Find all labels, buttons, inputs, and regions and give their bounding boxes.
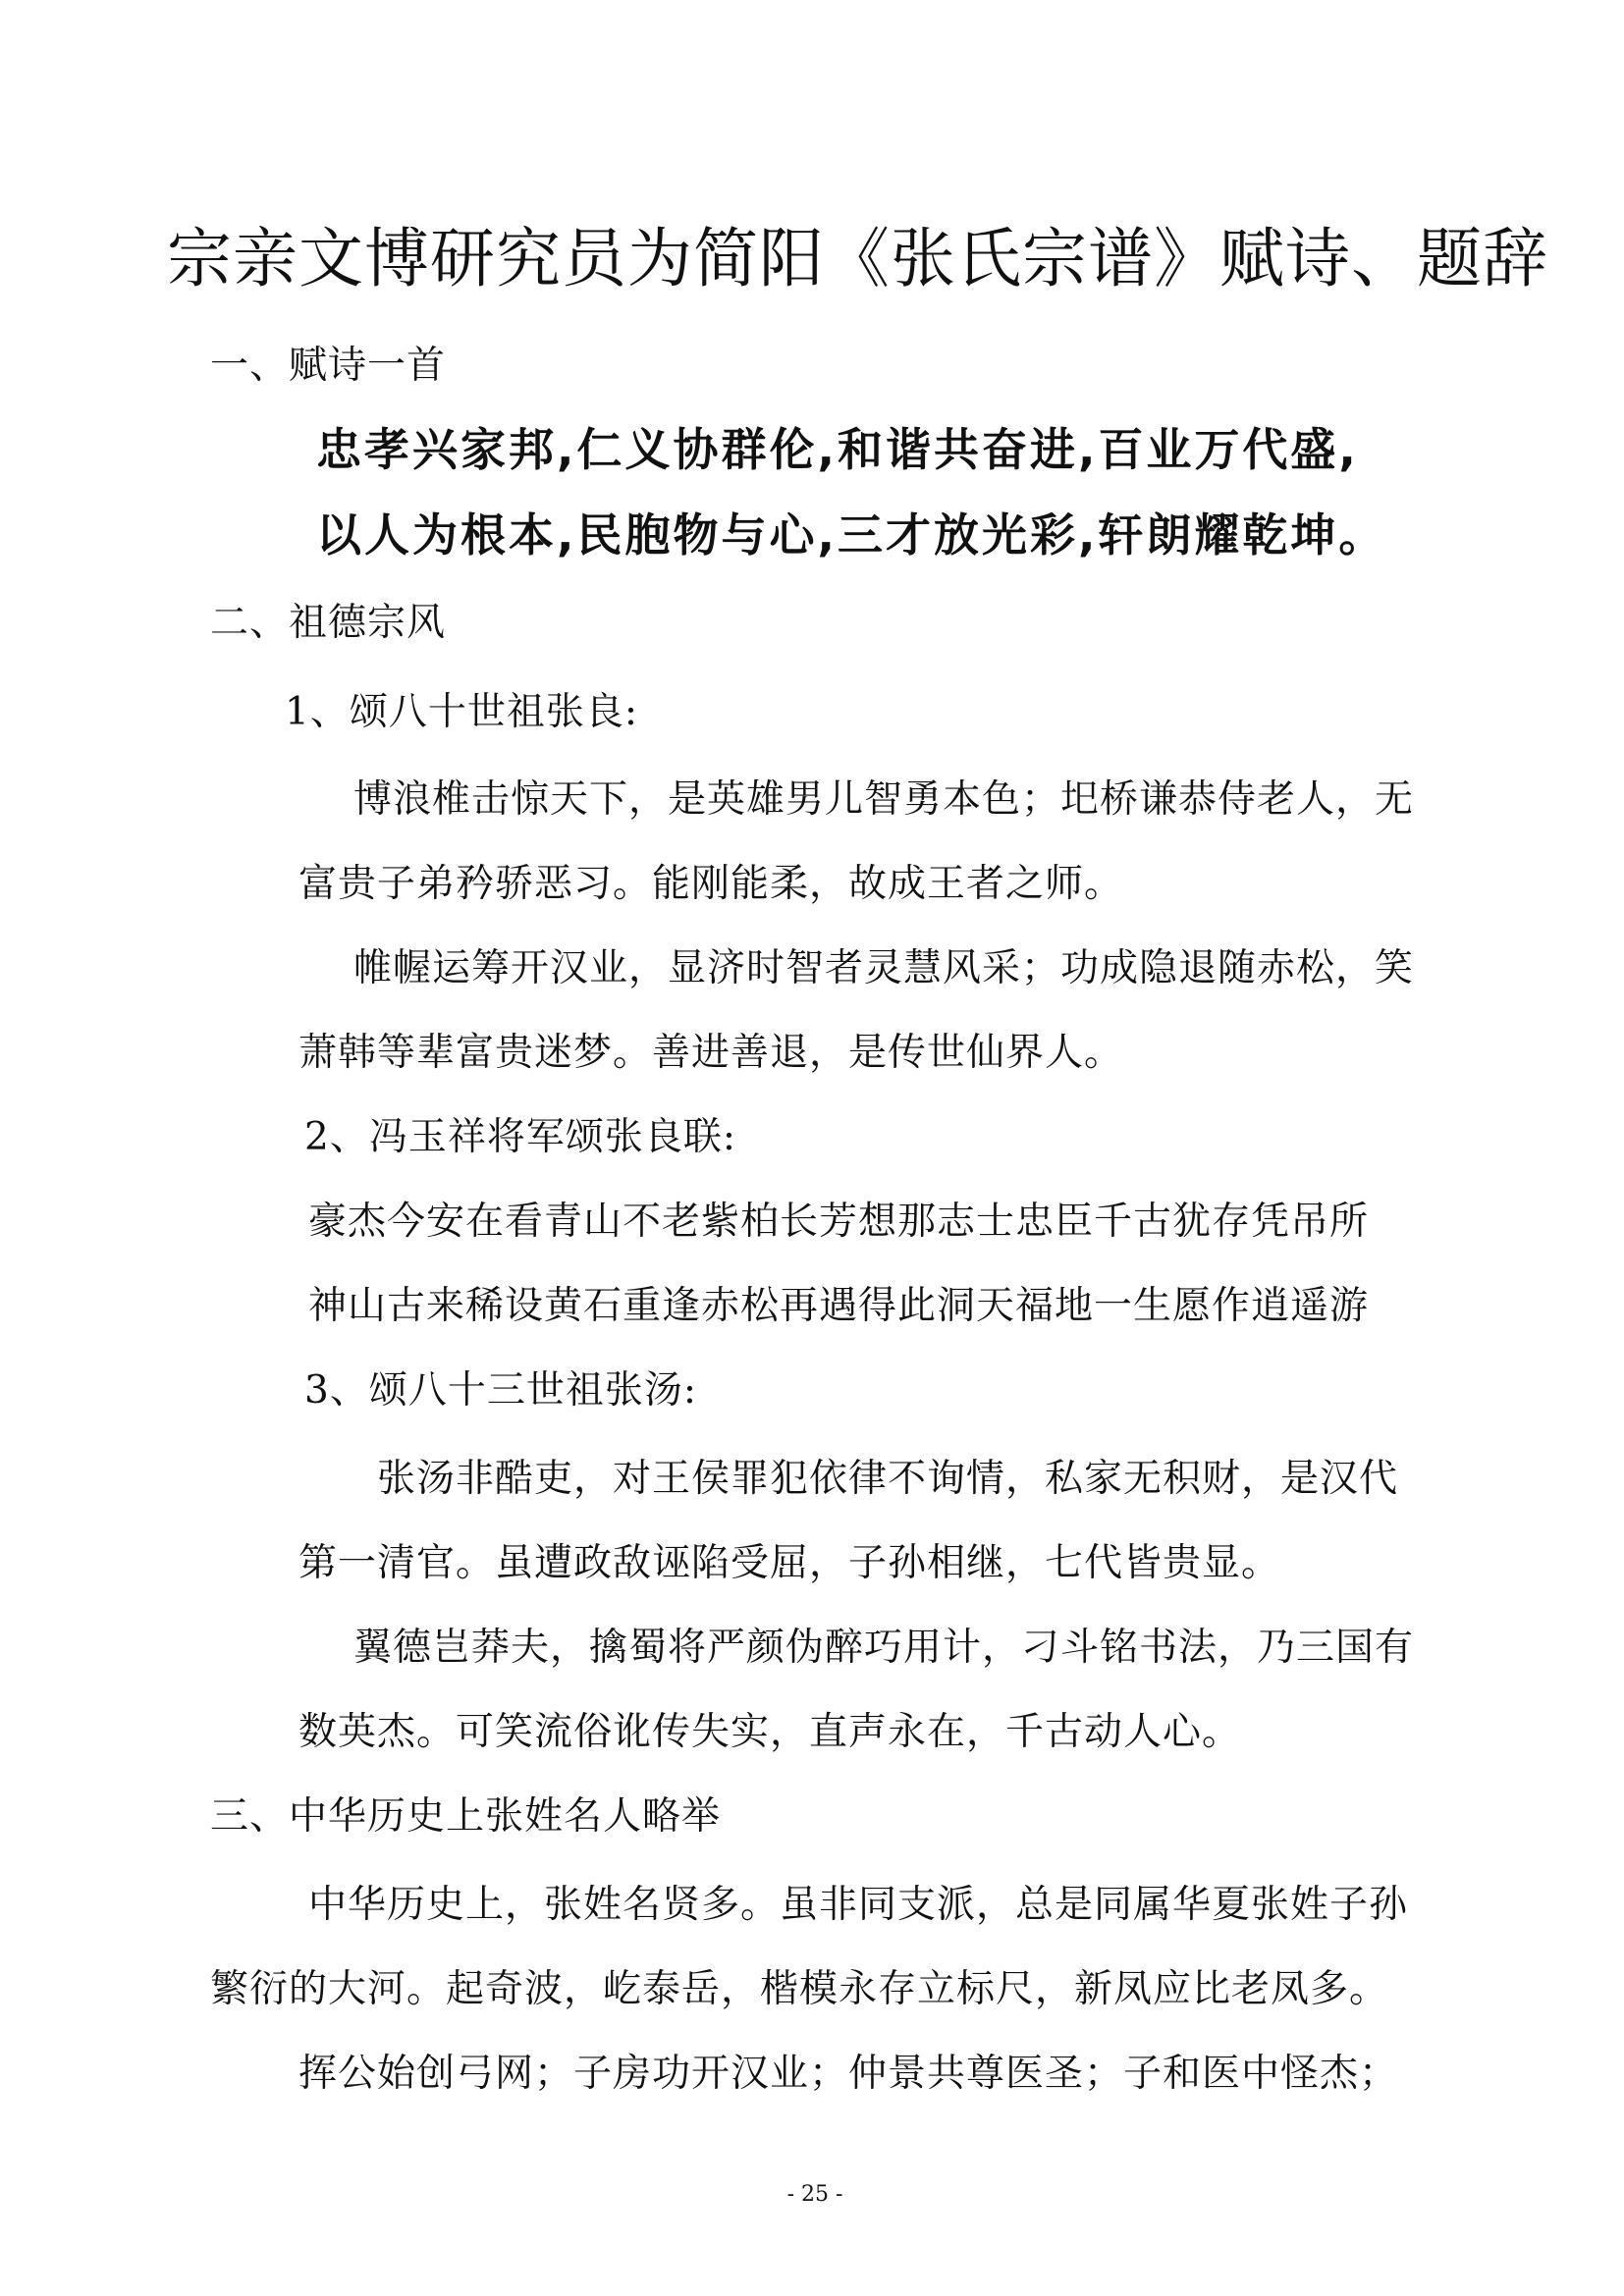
paragraph-line: 富贵子弟矜骄恶习。能刚能柔，故成王者之师。 — [298, 862, 1124, 906]
paragraph-line: 挥公始创弓网；子房功开汉业；仲景共尊医圣；子和医中怪杰； — [298, 2052, 1399, 2096]
item3-heading: 3、颂八十三世祖张汤: — [304, 1368, 697, 1413]
paragraph-line: 中华历史上，张姓名贤多。虽非同支派，总是同属华夏张姓子孙 — [308, 1883, 1409, 1927]
couplet-line: 豪杰今安在看青山不老紫柏长芳想那志士忠臣千古犹存凭吊所 — [308, 1200, 1370, 1244]
item1-heading: 1、颂八十世祖张良: — [285, 690, 638, 734]
paragraph-line: 萧韩等辈富贵迷梦。善进善退，是传世仙界人。 — [298, 1031, 1124, 1075]
paragraph-line: 博浪椎击惊天下，是英雄男儿智勇本色；圯桥谦恭侍老人，无 — [353, 777, 1415, 822]
paragraph-line: 翼德岂莽夫，擒蜀将严颜伪醉巧用计，刁斗铭书法，乃三国有 — [353, 1626, 1415, 1670]
poem-line: 忠孝兴家邦,仁义协群伦,和谐共奋进,百业万代盛, — [316, 423, 1359, 476]
section2-heading: 二、祖德宗风 — [210, 601, 447, 645]
page-title: 宗亲文博研究员为简阳《张氏宗谱》赋诗、题辞 — [167, 221, 1548, 296]
poem-line: 以人为根本,民胞物与心,三才放光彩,轩朗耀乾坤。 — [316, 508, 1387, 561]
paragraph-line: 第一清官。虽遭政敌诬陷受屈，子孙相继，七代皆贵显。 — [298, 1541, 1281, 1585]
section3-heading: 三、中华历史上张姓名人略举 — [210, 1794, 722, 1839]
paragraph-line: 数英杰。可笑流俗讹传失实，直声永在，千古动人心。 — [298, 1710, 1242, 1754]
page-number: - 25 - — [786, 2182, 843, 2207]
section1-heading: 一、赋诗一首 — [210, 344, 447, 388]
paragraph-line: 繁衍的大河。起奇波，屹泰岳，楷模永存立标尺，新凤应比老凤多。 — [210, 1967, 1389, 2011]
item2-heading: 2、冯玉祥将军颂张良联: — [304, 1115, 736, 1159]
couplet-line: 神山古来稀设黄石重逢赤松再遇得此洞天福地一生愿作逍遥游 — [308, 1284, 1370, 1328]
paragraph-line: 帷幄运筹开汉业，显济时智者灵慧风采；功成隐退随赤松，笑 — [353, 946, 1415, 990]
paragraph-line: 张汤非酷吏，对王侯罪犯依律不询情，私家无积财，是汉代 — [377, 1457, 1399, 1501]
